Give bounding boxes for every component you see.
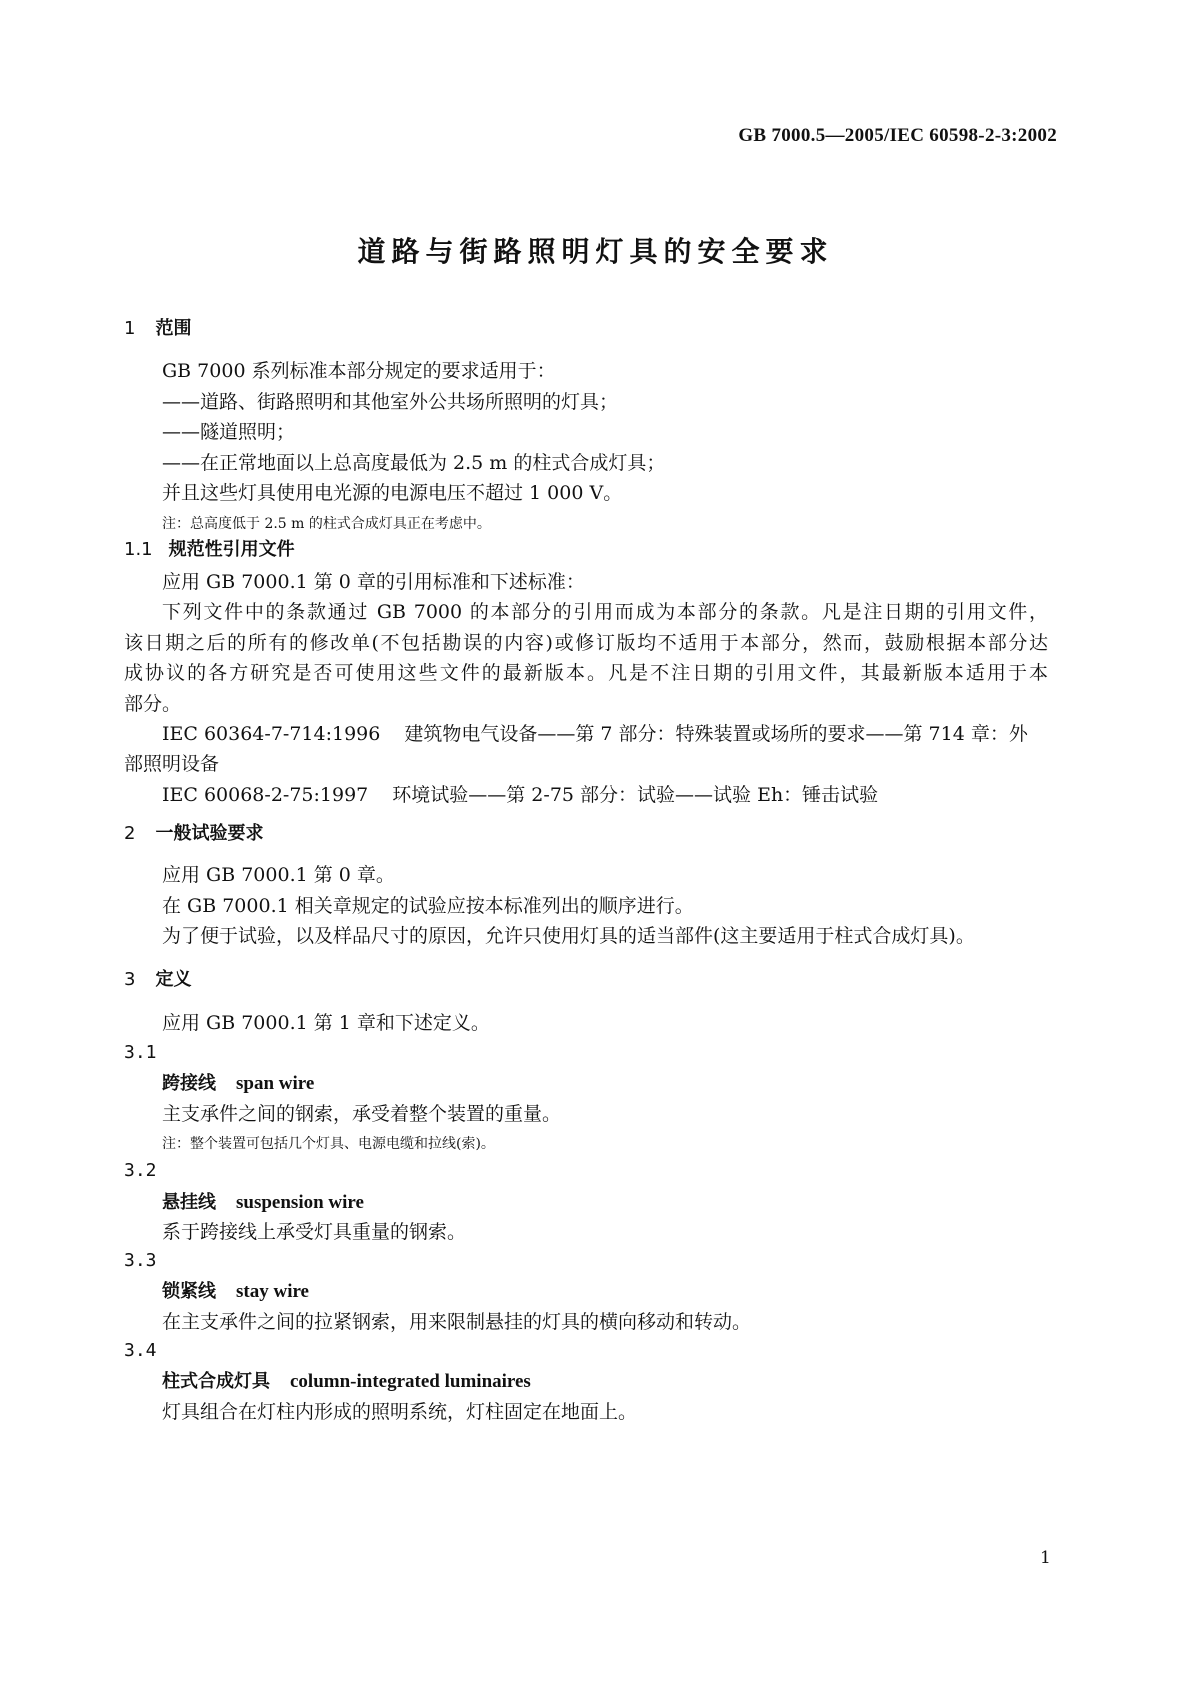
reference-title-continued: 部照明设备 <box>124 753 220 775</box>
standard-number: GB 7000.5—2005/IEC 60598-2-3:2002 <box>738 125 1057 146</box>
reference-code: IEC 60068-2-75:1997 <box>162 784 369 806</box>
document-title: 道路与街路照明灯具的安全要求 <box>357 235 834 268</box>
list-item: ——道路、街路照明和其他室外公共场所照明的灯具； <box>162 391 619 413</box>
section-number: 3 <box>124 969 136 990</box>
term-definition: 灯具组合在灯柱内形成的照明系统，灯柱固定在地面上。 <box>162 1401 638 1423</box>
term-entry <box>162 1369 531 1394</box>
section-number: 1.1 <box>124 539 153 560</box>
paragraph-line: 该日期之后的所有的修改单(不包括勘误的内容)或修订版均不适用于本部分，然而，鼓励根据本部分达 <box>124 632 1048 654</box>
paragraph-line: GB 7000 系列标准本部分规定的要求适用于： <box>162 360 556 382</box>
list-item: ——隧道照明； <box>162 421 296 443</box>
term-entry <box>162 1279 309 1304</box>
reference-title: 建筑物电气设备——第 7 部分：特殊装置或场所的要求——第 714 章：外 <box>404 723 1028 745</box>
paragraph-line: 部分。 <box>124 693 182 715</box>
paragraph-line: 成协议的各方研究是否可使用这些文件的最新版本。凡是不注日期的引用文件，其最新版本适用于本 <box>124 662 1048 684</box>
term-definition: 主支承件之间的钢索，承受着整个装置的重量。 <box>162 1103 562 1125</box>
reference-code: IEC 60364-7-714:1996 <box>162 723 381 745</box>
clause-number: 3.1 <box>124 1042 157 1063</box>
list-item: ——在正常地面以上总高度最低为 2.5 m 的柱式合成灯具； <box>162 452 666 474</box>
term-definition: 系于跨接线上承受灯具重量的钢索。 <box>162 1221 467 1243</box>
section-title: 一般试验要求 <box>155 823 264 844</box>
paragraph-line: 应用 GB 7000.1 第 0 章的引用标准和下述标准： <box>162 571 585 593</box>
paragraph-line: 下列文件中的条款通过 GB 7000 的本部分的引用而成为本部分的条款。凡是注日期的引用文件， <box>162 601 1048 623</box>
term-english: stay wire <box>236 1281 309 1302</box>
term-chinese: 柱式合成灯具 <box>162 1371 270 1392</box>
term-english: span wire <box>236 1073 315 1094</box>
section-title: 范围 <box>155 318 192 339</box>
section-number: 1 <box>124 318 136 339</box>
term-definition: 在主支承件之间的拉紧钢索，用来限制悬挂的灯具的横向移动和转动。 <box>162 1311 752 1333</box>
section-2-heading <box>124 822 263 846</box>
paragraph-line: 应用 GB 7000.1 第 1 章和下述定义。 <box>162 1012 490 1034</box>
term-chinese: 锁紧线 <box>162 1281 216 1302</box>
clause-number: 3.4 <box>124 1340 157 1361</box>
reference-title: 环境试验——第 2-75 部分：试验——试验 Eh：锤击试验 <box>392 784 879 806</box>
clause-number: 3.2 <box>124 1160 157 1181</box>
term-entry <box>162 1071 314 1096</box>
section-title: 规范性引用文件 <box>168 539 295 560</box>
clause-number: 3.3 <box>124 1250 157 1271</box>
term-chinese: 悬挂线 <box>162 1192 216 1213</box>
term-english: column-integrated luminaires <box>290 1371 531 1392</box>
page-number: 1 <box>1040 1548 1051 1568</box>
section-1-heading <box>124 317 191 341</box>
term-english: suspension wire <box>236 1192 364 1213</box>
paragraph-line: 在 GB 7000.1 相关章规定的试验应按本标准列出的顺序进行。 <box>162 895 694 917</box>
section-1-1-heading <box>124 538 295 562</box>
note: 注：总高度低于 2.5 m 的柱式合成灯具正在考虑中。 <box>162 516 491 532</box>
reference-entry <box>162 722 1028 746</box>
section-3-heading <box>124 968 191 992</box>
section-title: 定义 <box>155 969 192 990</box>
reference-entry <box>162 783 878 807</box>
term-entry <box>162 1190 364 1215</box>
note: 注：整个装置可包括几个灯具、电源电缆和拉线(索)。 <box>162 1136 495 1152</box>
paragraph-line: 为了便于试验，以及样品尺寸的原因，允许只使用灯具的适当部件(这主要适用于柱式合成灯具)。 <box>162 925 975 947</box>
section-number: 2 <box>124 823 136 844</box>
paragraph-line: 并且这些灯具使用电光源的电源电压不超过 1 000 V。 <box>162 482 623 504</box>
paragraph-line: 应用 GB 7000.1 第 0 章。 <box>162 864 395 886</box>
term-chinese: 跨接线 <box>162 1073 216 1094</box>
